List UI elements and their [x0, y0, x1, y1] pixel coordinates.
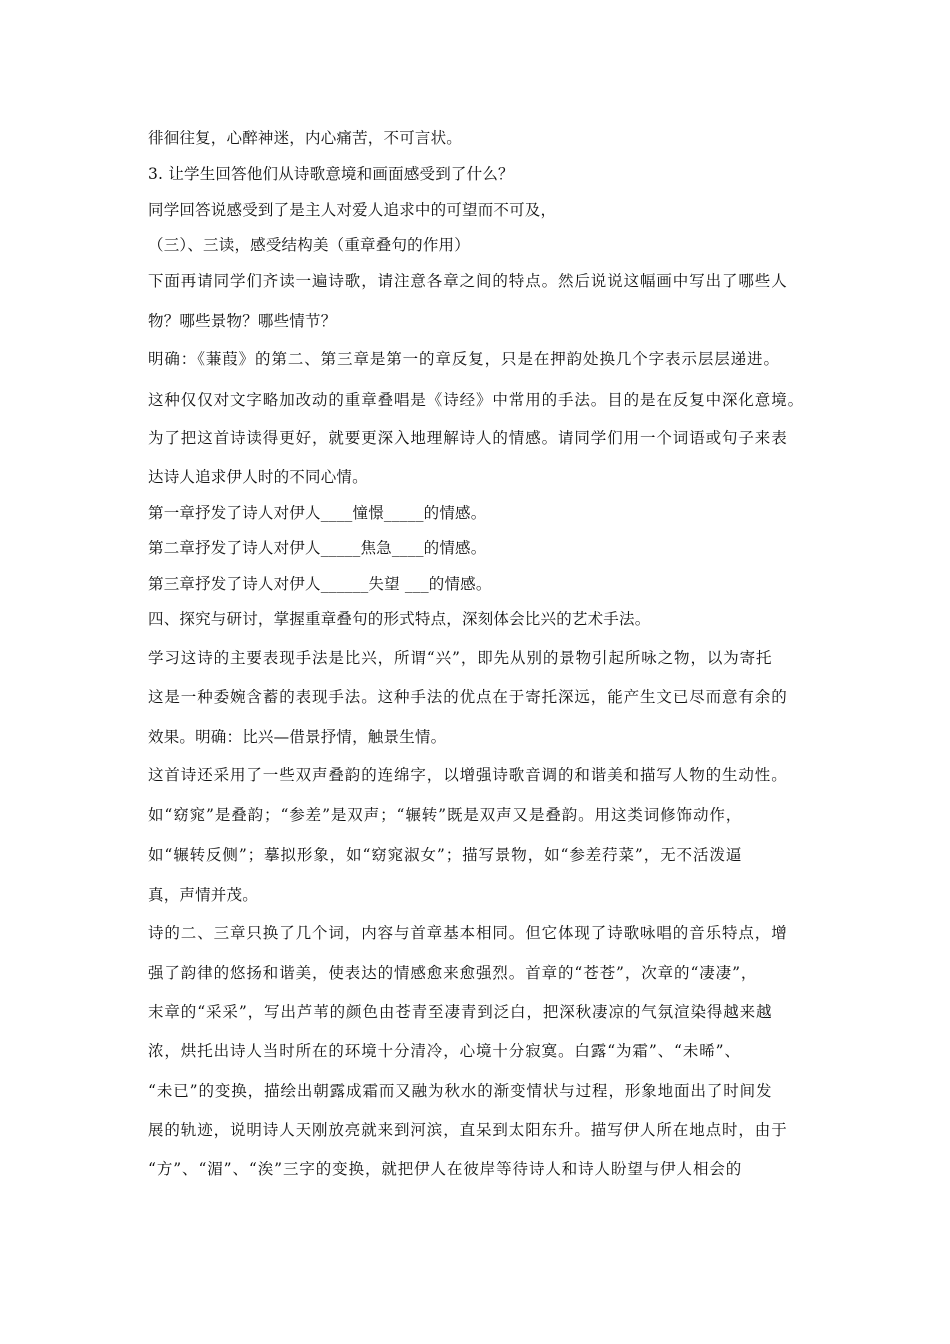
text-line: 物？哪些景物？哪些情节？ [148, 312, 337, 330]
text-line: 达诗人追求伊人时的不同心情。 [148, 468, 368, 486]
text-line: 明确：《蒹葭》的第二、第三章是第一的章反复，只是在押韵处换几个字表示层层递进。 [148, 350, 780, 368]
text-line: 末章的“采采”，写出芦苇的颜色由苍青至凄青到泛白，把深秋凄凉的气氛渲染得越来越 [148, 1003, 773, 1021]
text-line: 如“辗转反侧”；摹拟形象，如“窈窕淑女”；描写景物，如“参差荇菜”，无不活泼逼 [148, 846, 743, 864]
text-line: 浓，烘托出诗人当时所在的环境十分清冷，心境十分寂寞。白露“为霜”、“未晞”、 [148, 1042, 741, 1060]
text-line: 这是一种委婉含蓄的表现手法。这种手法的优点在于寄托深远，能产生文已尽而意有余的 [148, 688, 788, 706]
text-line: 第三章抒发了诗人对伊人______失望 ___的情感。 [148, 575, 492, 593]
text-line: 为了把这首诗读得更好，就要更深入地理解诗人的情感。请同学们用一个词语或句子来表 [148, 429, 788, 447]
text-line: 第一章抒发了诗人对伊人____憧憬_____的情感。 [148, 504, 487, 522]
text-line: 下面再请同学们齐读一遍诗歌，请注意各章之间的特点。然后说说这幅画中写出了哪些人 [148, 272, 788, 290]
text-line: 这首诗还采用了一些双声叠韵的连绵字，以增强诗歌音调的和谐美和描写人物的生动性。 [148, 766, 788, 784]
text-line: 真，声情并茂。 [148, 886, 258, 904]
text-line: 同学回答说感受到了是主人对爱人追求中的可望而不可及， [148, 201, 557, 219]
text-line: 第二章抒发了诗人对伊人_____焦急____的情感。 [148, 539, 487, 557]
section-heading: （三）、三读，感受结构美（重章叠句的作用） [148, 236, 470, 254]
text-line: 3. 让学生回答他们从诗歌意境和画面感受到了什么？ [148, 165, 514, 183]
section-heading: 四、探究与研讨，掌握重章叠句的形式特点，深刻体会比兴的艺术手法。 [148, 610, 651, 628]
text-line: 展的轨迹，说明诗人天刚放亮就来到河滨，直呆到太阳东升。描写伊人所在地点时，由于 [148, 1121, 788, 1139]
text-line: 效果。明确：比兴—借景抒情，触景生情。 [148, 728, 447, 746]
text-line: 强了韵律的悠扬和谐美，使表达的情感愈来愈强烈。首章的“苍苍”，次章的“凄凄”， [148, 964, 758, 982]
text-line: 学习这诗的主要表现手法是比兴，所谓“兴”，即先从别的景物引起所咏之物，以为寄托 [148, 649, 773, 667]
text-line: 这种仅仅对文字略加改动的重章叠唱是《诗经》中常用的手法。目的是在反复中深化意境。 [148, 391, 805, 409]
text-line: 如“窈窕”是叠韵；“参差”是双声；“辗转”既是双声又是叠韵。用这类词修饰动作， [148, 806, 743, 824]
text-line: “方”、“湄”、“涘”三字的变换，就把伊人在彼岸等待诗人和诗人盼望与伊人相会的 [148, 1160, 743, 1178]
text-line: 诗的二、三章只换了几个词，内容与首章基本相同。但它体现了诗歌咏唱的音乐特点，增 [148, 924, 788, 942]
text-line: 徘徊往复，心醉神迷，内心痛苦，不可言状。 [148, 129, 463, 147]
text-line: “未已”的变换，描绘出朝露成霜而又融为秋水的渐变情状与过程，形象地面出了时间发 [148, 1082, 773, 1100]
